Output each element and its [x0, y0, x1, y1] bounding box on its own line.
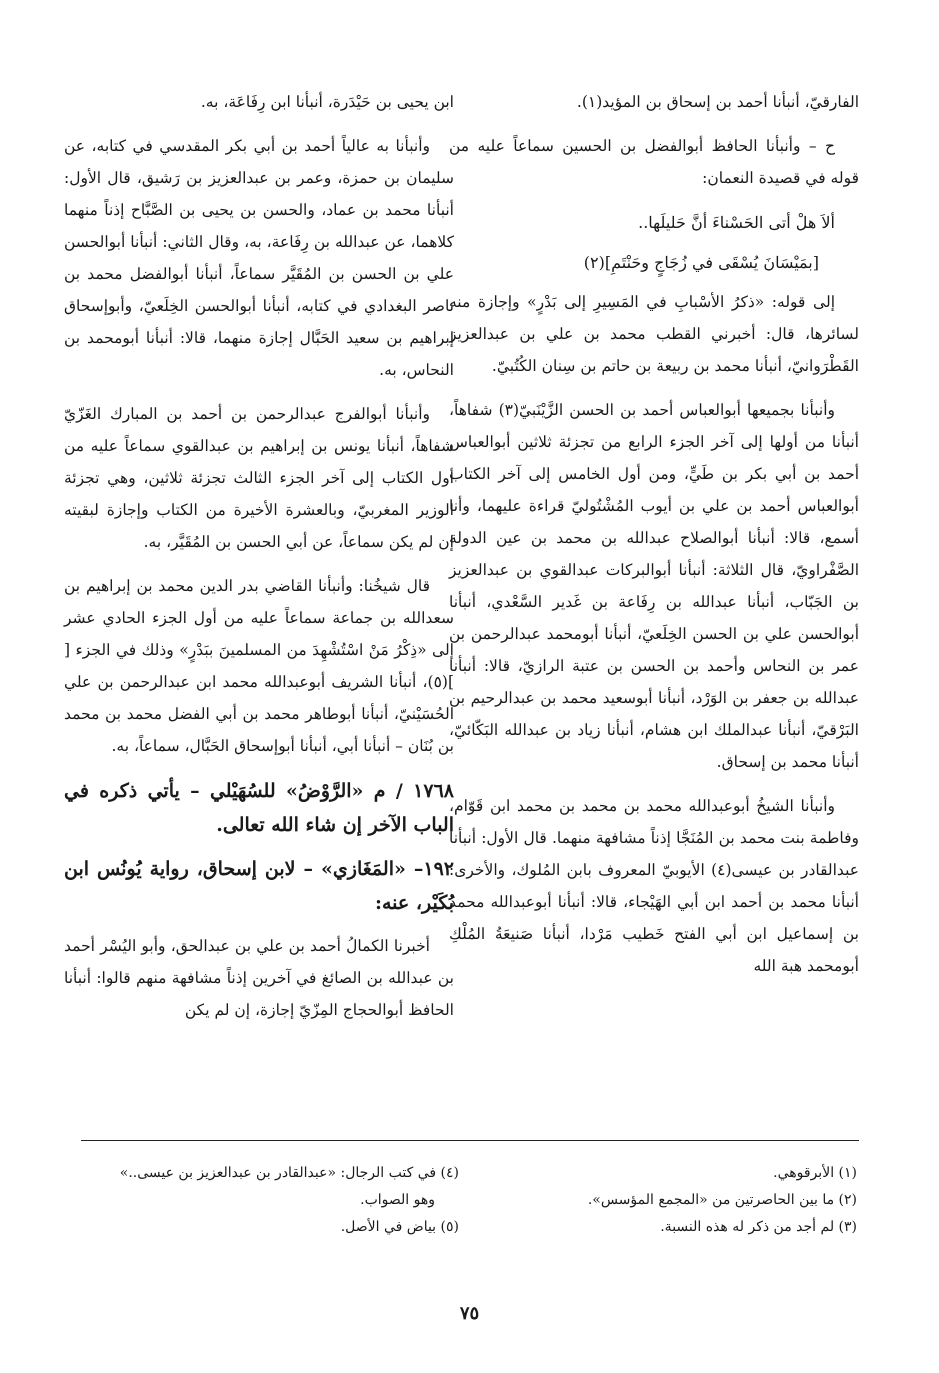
verse-line: ألاَ هلْ أتى الحَسْناءَ أنَّ حَليلَها.. [638, 213, 835, 232]
footnote: (٤) في كتب الرجال: «عبدالقادر بن عبدالعزيز بن عيسى..» [119, 1165, 459, 1181]
paragraph: ابن يحيى بن حَيْدَرة، أنبأنا ابن رِفَاعَة، به. [200, 93, 454, 111]
footnote: (٥) بياض في الأصل. [340, 1219, 459, 1235]
left-column [64, 86, 454, 1038]
paragraph: وأنبأنا بجميعها أبوالعباس أحمد بن الحسن الزَّيْنَبيّ(٣) شفاهاً، أنبأنا من أولها إلى آخر الجزء الرابع من تجزئة ثلاثين أبوالعباس أحمد بن أبي بكر بن طَيٍّ، ومن أول الخامس إلى آخر الكتاب أبوالعباس أحمد بن علي بن أيوب المُشْتُوليّ قراءة عليهما، وأنا أسمع، قالا: أنبأنا أبوالصلاح عبدالله بن محمد بن عين الدولة الصَّفْراويّ، قال الثلاثة: أنبأنا أبوالبركات عبدالقوي بن عبدالعزيز بن الجَبّاب، أنبأنا عبدالله بن رِفَاعة بن غَدير السَّعْدي، أنبأنا أبوالحسن علي بن الحسن الخِلَعيّ، أنبأنا أبومحمد عبدالرحمن بن عمر بن النحاس وأحمد بن الحسن بن عتبة الرازيّ، قالا: أنبأنا عبدالله بن جعفر بن الوَرْد، أنبأنا أبوسعيد محمد بن عبدالرحيم بن البَرْقيّ، أنبأنا عبدالملك ابن هشام، أنبأنا زياد بن عبدالله البَكّائيّ، أنبأنا محمد بن إسحاق. [449, 401, 860, 771]
entry-heading: ١٧٦٨ / م «الرَّوْضُ» للسُهَيْلي – يأتي ذكره في الباب الآخر إن شاء الله تعالى. [64, 780, 454, 836]
paragraph: الفارقيّ، أنبأنا أحمد بن إسحاق بن المؤيد(١). [576, 93, 859, 111]
footnote: (١) الأبرقوهي. [773, 1165, 857, 1181]
footnote: (٣) لم أجد من ذكر له هذه النسبة. [660, 1219, 857, 1235]
footnote-continuation: وهو الصواب. [360, 1192, 435, 1208]
paragraph: أخبرنا الكمالُ أحمد بن علي بن عبدالحق، وأبو اليُسْر أحمد بن عبدالله بن الصائغ في آخرين إذناً مشافهة منهم قالوا: أنبأنا الحافظ أبوالحجاج المِزّيّ إجازة، إن لم يكن [64, 937, 454, 1019]
paragraph: ح – وأنبأنا الحافظ أبوالفضل بن الحسين سماعاً عليه من قوله في قصيدة النعمان: [449, 137, 859, 187]
paragraph: قال شيخُنا: وأنبأنا القاضي بدر الدين محمد بن إبراهيم بن سعدالله بن جماعة سماعاً عليه من أول الجزء الحادي عشر إلى «ذِكْرُ مَنْ اسْتُشْهِدَ من المسلمينَ ببَدْرٍ» وذلك في الجزء [ ](٥)، أنبأنا الشريف أبوعبدالله محمد ابن عبدالرحمن بن علي الحُسَيْنيّ، أنبأنا أبوطاهر محمد بن أبي الفضل محمد بن محمد بن بُنَان – أنبأنا أبي، أنبأنا أبوإسحاق الحَبَّال، سماعاً، به. [64, 577, 454, 755]
paragraph: وأنبأنا أبوالفرج عبدالرحمن بن أحمد بن المبارك الغَزّيّ شفاهاً، أنبأنا يونس بن إبراهيم بن عبدالقوي سماعاً عليه من أول الكتاب إلى آخر الجزء الثالث تجزئة ثلاثين، وهي تجزئة الوزير المغربيّ، وبالعشرة الأخيرة من الكتاب وإجازة لبقيته إن لم يكن سماعاً، عن أبي الحسن بن المُقَيَّر، به. [64, 405, 454, 551]
verse-line: [بمَيْسَانَ يُسْقَى في زُجَاجٍ وحَنْتَمِ](٢) [583, 253, 819, 272]
paragraph: إلى قوله: «ذكرُ الأسْبابِ في المَسِيرِ إلى بَدْرٍ» وإجازة منه لسائرها، قال: أخبرني القطب محمد بن علي بن عبدالعزيز القَطْرَوانيّ، أنبأنا محمد بن ربيعة بن حاتم بن سِنان الكُتُبيّ. [449, 293, 859, 375]
footnotes-right [477, 1160, 857, 1241]
page-number: ٧٥ [459, 1303, 480, 1324]
paragraph: وأنبأنا الشيخُ أبوعبدالله محمد بن محمد بن محمد ابن قَوّام، وفاطمة بنت محمد بن المُنَجَّا إذناً مشافهة منهما. قال الأول: أنبأنا عبدالقادر بن عيسى(٤) الأيوبيّ المعروف بابن المُلوك، والأخرى: أنبأنا محمد بن أحمد ابن أبي الهَيْجاء، قالا: أنبأنا أبوعبدالله محمد بن إسماعيل ابن أبي الفتح خَطيب مَرْدا، أنبأنا صَنيعَةُ المُلْكِ أبومحمد هبة الله [449, 797, 859, 975]
right-column [449, 86, 859, 994]
paragraph: وأنبأنا به عالياً أحمد بن أبي بكر المقدسي في كتابه، عن سليمان بن حمزة، وعمر بن عبدالعزيز بن رَشيق، قال الأول: أنبأنا محمد بن عماد، والحسن بن يحيى بن الصَّبَّاح إذناً منهما كلاهما، عن عبدالله بن رِفَاعة، به، وقال الثاني: أنبأنا أبوالحسن علي بن الحسن بن المُقَيَّر سماعاً، أنبأنا أبوالفضل محمد بن ناصر البغدادي في كتابه، أنبأنا أبوالحسن الخِلَعيّ، وأبوإسحاق إبراهيم بن سعيد الحَبَّال إجازة منهما، قالا: أنبأنا أبومحمد بن النحاس، به. [64, 137, 454, 379]
footnote-divider [81, 1140, 859, 1141]
footnotes-left [79, 1160, 459, 1241]
footnote: (٢) ما بين الحاصرتين من «المجمع المؤسس». [587, 1192, 857, 1208]
entry-heading: ١٩٢– «المَغَازي» – لابن إسحاق، رواية يُونُس ابن بُكَيْر، عنه: [64, 858, 454, 914]
